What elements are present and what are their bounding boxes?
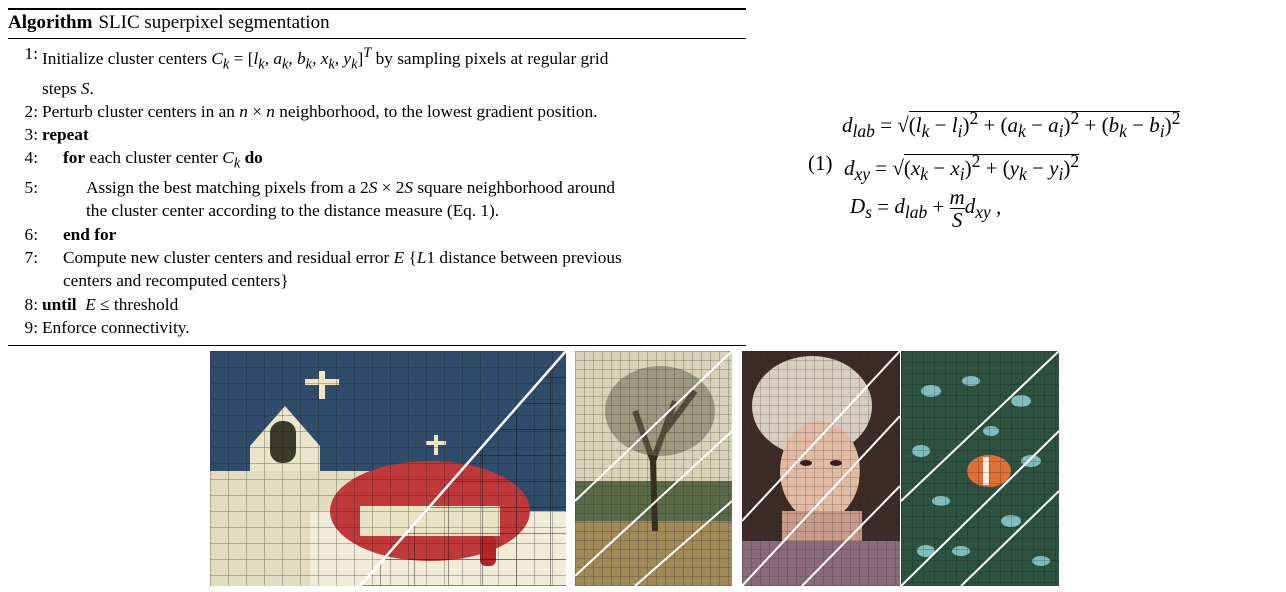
step-7-cont: centers and recomputed centers} (63, 271, 289, 291)
step-1: 1: Initialize cluster centers $C_k = [l_k$, $a_k$, $b_k$, $x_k$, $y_k]^T$ by sampling pixels at regular grid (8, 42, 746, 77)
algorithm-header (8, 10, 746, 38)
figure-woman (742, 351, 900, 586)
step-5-text: Assign the best matching pixels from a 2S × 2S square neighborhood around (86, 178, 616, 198)
step-8: 8: until E ≤ threshold (8, 293, 746, 316)
step-7-text: Compute new cluster centers and residual error E {L1 distance between previous (63, 248, 622, 268)
step-4-text: for each cluster center $C_k$ do (63, 148, 263, 172)
church-superpixel-image (210, 351, 566, 586)
step-9-text: Enforce connectivity. (42, 317, 190, 337)
step-2: 2: Perturb cluster centers in an n × n neighborhood, to the lowest gradient position. (8, 100, 746, 123)
step-8-text: until E ≤ threshold (42, 294, 179, 314)
bottom-rule (8, 345, 746, 346)
figure-clownfish (901, 351, 1059, 586)
equation-number: (1) (808, 151, 833, 175)
equation-line-2: $d_{xy} = √(x_k - x_i)^2 + (y_k - y_i)^2$ (844, 151, 1080, 185)
equation-line-1: $d_{lab} = √(l_k - l_i)^2 + (a_k - a_i)^2 + (b_k - b_i)^2$ (842, 108, 1181, 142)
step-6: 6: end for (8, 223, 746, 246)
step-6-text: end for (63, 224, 117, 244)
step-2-text: Perturb cluster centers in an n × n neighborhood, to the lowest gradient position. (42, 101, 598, 121)
figure-church (210, 351, 566, 586)
clownfish-superpixel-image (901, 351, 1059, 586)
step-3-text: repeat (42, 125, 89, 145)
figure-tree (575, 351, 732, 586)
fraction-m-over-S: $\frac{m}{S}$ (949, 185, 965, 232)
step-1-cont: steps S. (42, 78, 94, 98)
step-7: 7: Compute new cluster centers and residual error E {L1 distance between previous (8, 246, 746, 269)
woman-superpixel-image (742, 351, 900, 586)
algorithm-title: SLIC superpixel segmentation (98, 12, 330, 33)
step-5: 5: Assign the best matching pixels from a 2S × 2S square neighborhood around (8, 176, 746, 199)
algorithm-steps (8, 39, 746, 339)
step-4: 4: for each cluster center $C_k$ do (8, 146, 746, 176)
step-3: 3: repeat (8, 123, 746, 146)
algorithm-block (8, 8, 746, 346)
equation-line-3: $D_s = d_{lab}$ + $\frac{m}{S}$ $d_{xy}$ , (850, 185, 1002, 232)
tree-superpixel-image (575, 351, 732, 586)
algorithm-label: Algorithm (8, 12, 93, 33)
step-5-cont: the cluster center according to the distance measure (Eq. 1). (86, 201, 500, 221)
step-9: 9: Enforce connectivity. (8, 316, 746, 339)
step-1-text: Initialize cluster centers $C_k = [l_k$, $a_k$, $b_k$, $x_k$, $y_k]^T$ by sampling pixels at regular grid (42, 45, 609, 73)
